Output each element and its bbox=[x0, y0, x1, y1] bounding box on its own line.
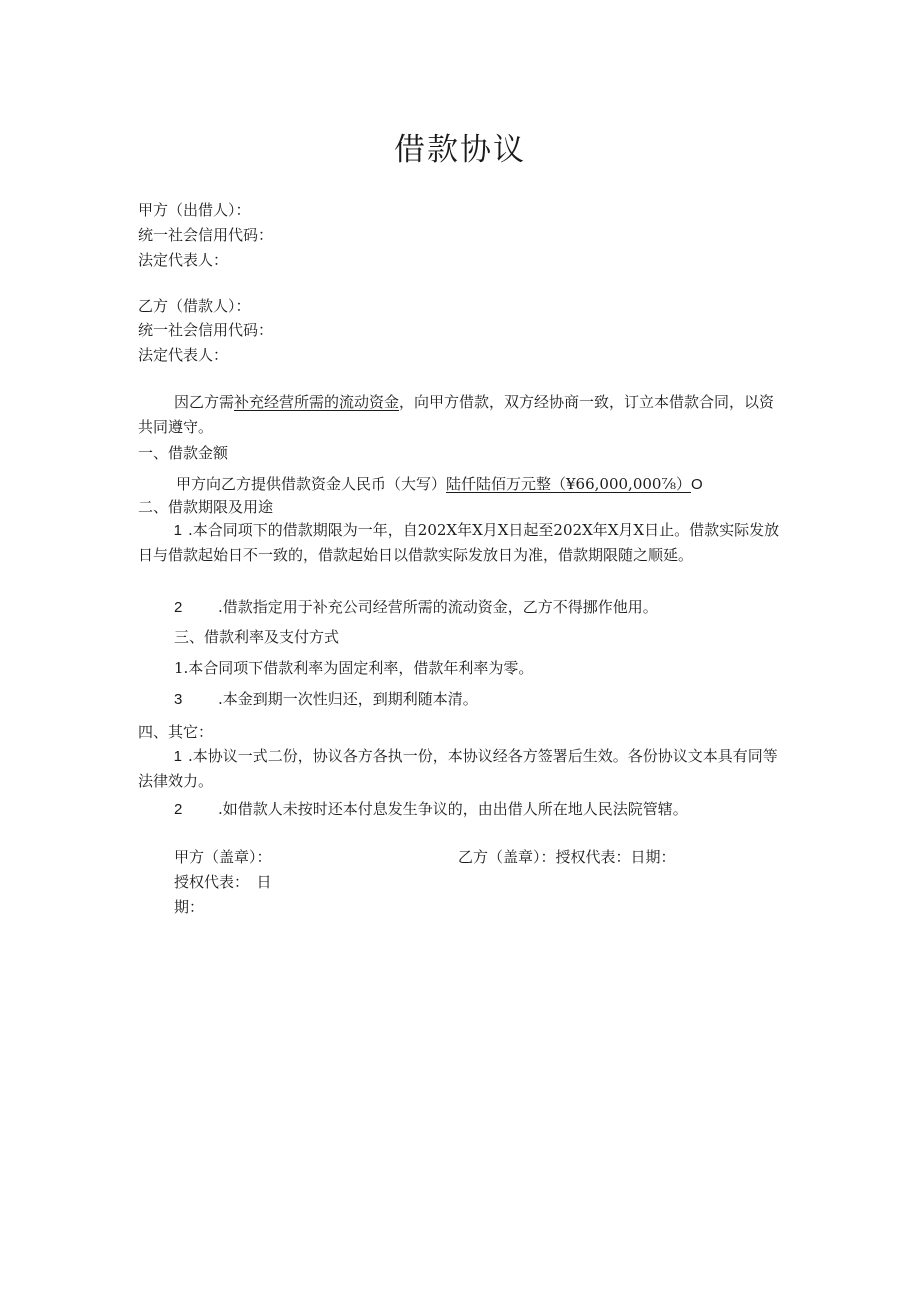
section2-item2-text: .借款指定用于补充公司经营所需的流动资金，乙方不得挪作他用。 bbox=[218, 598, 658, 616]
section4-item1 bbox=[138, 744, 786, 794]
section4-item1-text: .本协议一式二份，协议各方各执一份，本协议经各方签署后生效。各份协议文本具有同等法律效力。 bbox=[138, 747, 778, 790]
section2-item2-num: 2 bbox=[174, 599, 183, 616]
intro-post: ，向甲方借款，双方经协商一致，订立本借款合同，以资共同遵守。 bbox=[138, 393, 775, 436]
section1-text-post: O bbox=[690, 476, 703, 493]
party-a-legal-rep-label: 法定代表人： bbox=[138, 251, 229, 269]
section2-item1 bbox=[138, 518, 786, 568]
section3-item1: 1.本合同项下借款利率为固定利率，借款年利率为零。 bbox=[174, 659, 534, 677]
intro-paragraph bbox=[138, 390, 786, 440]
section3-heading: 三、借款利率及支付方式 bbox=[174, 628, 340, 646]
section4-item2-num: 2 bbox=[174, 801, 183, 818]
document-title: 借款协议 bbox=[394, 132, 526, 168]
party-a-rep-label: 授权代表： 日 bbox=[174, 873, 272, 891]
section3-item2-text: .本金到期一次性归还，到期利随本清。 bbox=[218, 690, 478, 708]
party-a-date-label: 期： bbox=[174, 898, 205, 916]
section2-heading: 二、借款期限及用途 bbox=[138, 498, 274, 516]
section4-item2 bbox=[174, 799, 688, 820]
section4-item1-num: 1 bbox=[173, 748, 182, 765]
party-b-name-label: 乙方（借款人）： bbox=[138, 297, 251, 315]
section3-item2 bbox=[174, 689, 478, 710]
section4-item2-text: .如借款人未按时还本付息发生争议的，由出借人所在地人民法院管辖。 bbox=[218, 800, 688, 818]
section2-item1-num: 1 bbox=[173, 522, 182, 539]
party-a-name-label: 甲方（出借人）： bbox=[138, 201, 251, 219]
section4-heading: 四、其它： bbox=[138, 723, 214, 741]
section1-text-pre: 甲方向乙方提供借款资金人民币（大写） bbox=[176, 475, 447, 493]
party-a-seal-label: 甲方（盖章）： bbox=[174, 848, 272, 866]
section2-item1-text: .本合同项下的借款期限为一年，自202X年X月X日起至202X年X月X日止。借款实际发放日与借款起始日不一致的，借款起始日以借款实际发放日为准，借款期限随之顺延。 bbox=[138, 521, 780, 564]
section1-heading: 一、借款金额 bbox=[138, 444, 229, 462]
section2-item2 bbox=[174, 597, 658, 618]
section1-amount: 陆仟陆佰万元整（¥66,000,000⅞） bbox=[446, 475, 691, 493]
party-b-legal-rep-label: 法定代表人： bbox=[138, 346, 229, 364]
party-b-credit-code-label: 统一社会信用代码： bbox=[138, 321, 274, 339]
intro-purpose: 补充经营所需的流动资金 bbox=[234, 393, 400, 411]
section1-text bbox=[176, 474, 703, 495]
party-b-signature-line: 乙方（盖章）：授权代表：日期： bbox=[458, 848, 676, 866]
party-a-credit-code-label: 统一社会信用代码： bbox=[138, 226, 274, 244]
intro-pre: 因乙方需 bbox=[174, 393, 235, 411]
section3-item2-num: 3 bbox=[174, 691, 183, 708]
